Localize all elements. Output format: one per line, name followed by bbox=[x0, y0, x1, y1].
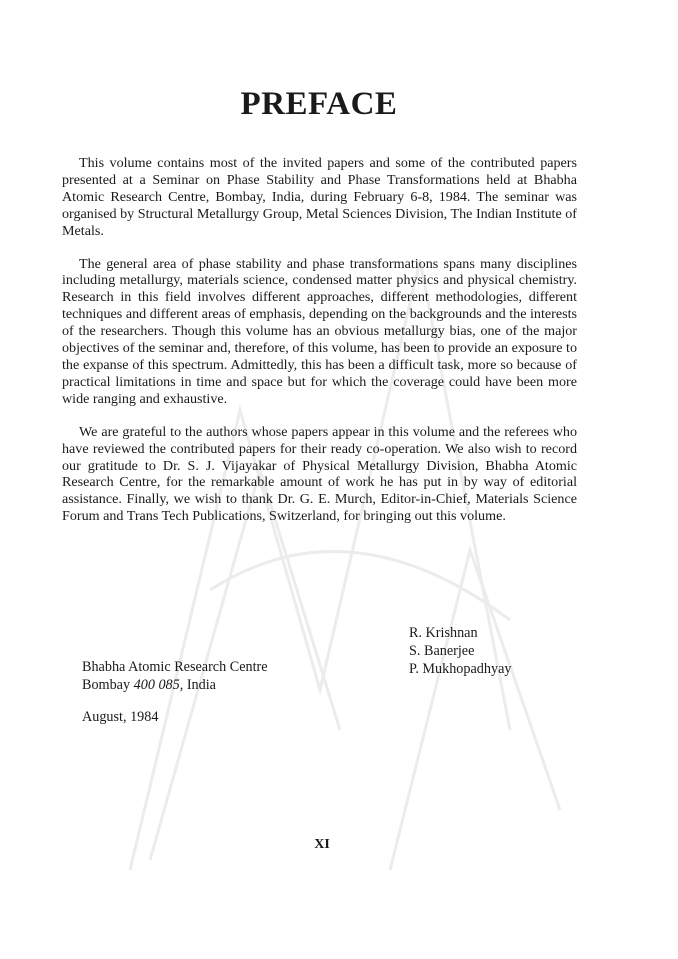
country: India bbox=[186, 677, 216, 693]
postal-code: 400 085, bbox=[133, 677, 184, 693]
address-line bbox=[82, 676, 268, 694]
affiliation-address bbox=[82, 658, 268, 694]
institution-name: Bhabha Atomic Research Centre bbox=[82, 659, 268, 675]
signatory-name: S. Banerjee bbox=[409, 643, 475, 659]
signatory-name: P. Mukhopadhyay bbox=[409, 661, 512, 677]
preface-body bbox=[62, 155, 577, 541]
paragraph-1: This volume contains most of the invited papers and some of the contributed papers presented at a Seminar on Phase Stability and Phase Transformations held at Bhabha Atomic Research Centre, Bombay, India, during February 6-8, 1984. The seminar was organised by Structural Metallurgy Group, Metal Sciences Division, The Indian Institute of Metals. bbox=[62, 155, 577, 239]
page-number: XI bbox=[314, 837, 330, 852]
paragraph-2: The general area of phase stability and phase transformations spans many disciplines including metallurgy, materials science, condensed matter physics and physical chemistry. Research in this field involves different approaches, different methodologies, different techniques and different areas of emphasis, depending on the backgrounds and the interests of the researchers. Though this volume has an obvious metallurgy bias, one of the major objectives of the seminar and, therefore, of this volume, has been to provide an exposure to the expanse of this spectrum. Admittedly, this has been a difficult task, more so because of practical limitations in time and space but for which the coverage could have been more wide ranging and exhaustive. bbox=[62, 255, 577, 407]
paragraph-3: We are grateful to the authors whose papers appear in this volume and the referees who have reviewed the contributed papers for their ready co-operation. We also wish to record our gratitude to Dr. S. J. Vijayakar of Physical Metallurgy Division, Bhabha Atomic Research Centre, for the remarkable amount of work he has put in by way of editorial assistance. Finally, we wish to thank Dr. G. E. Murch, Editor-in-Chief, Materials Science Forum and Trans Tech Publications, Switzerland, for bringing out this volume. bbox=[62, 423, 577, 525]
signatory-name: R. Krishnan bbox=[409, 625, 478, 641]
signatories bbox=[409, 624, 511, 678]
city: Bombay bbox=[82, 677, 131, 693]
page-title: PREFACE bbox=[240, 86, 398, 122]
preface-date: August, 1984 bbox=[82, 709, 159, 725]
